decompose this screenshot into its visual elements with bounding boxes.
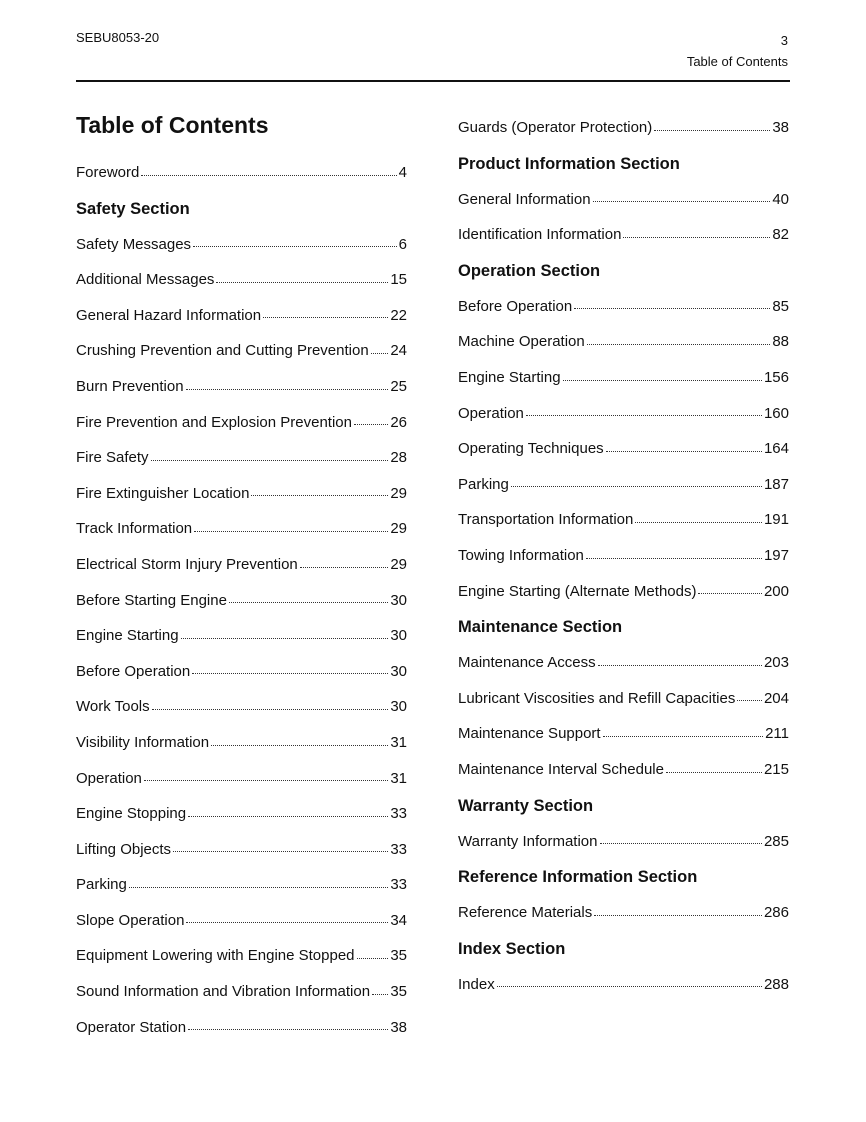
toc-section-heading: Maintenance Section xyxy=(458,618,623,637)
toc-entry[interactable] xyxy=(458,752,789,788)
dot-leader xyxy=(173,851,388,852)
toc-entry-page-number: 40 xyxy=(772,190,789,208)
toc-entry-page-number: 22 xyxy=(390,306,407,324)
toc-entry[interactable] xyxy=(76,618,407,654)
dot-leader xyxy=(623,237,770,238)
toc-entry-label: Fire Prevention and Explosion Prevention xyxy=(76,413,352,431)
page-title: Table of Contents xyxy=(76,112,269,138)
dot-leader xyxy=(216,282,388,283)
toc-entry[interactable] xyxy=(76,974,407,1010)
toc-entry-label: Guards (Operator Protection) xyxy=(458,119,653,136)
toc-entry[interactable] xyxy=(76,583,407,619)
toc-entry[interactable] xyxy=(458,110,789,146)
toc-entry[interactable] xyxy=(76,155,407,191)
toc-section-heading: Product Information Section xyxy=(458,154,680,173)
toc-entry-page-number: 29 xyxy=(390,555,407,573)
toc-entry-page-number: 187 xyxy=(763,475,789,493)
toc-entry-page-number: 28 xyxy=(390,449,407,467)
toc-entry-page-number: 26 xyxy=(390,413,407,431)
toc-entry[interactable] xyxy=(76,761,407,797)
toc-entry-label: Additional Messages xyxy=(76,271,215,289)
toc-entry-label: Engine Starting (Alternate Methods) xyxy=(458,582,697,600)
toc-entry-page-number: 197 xyxy=(763,546,789,564)
toc-entry-page-number: 29 xyxy=(390,520,407,538)
toc-entry[interactable] xyxy=(458,431,789,467)
toc-entry[interactable] xyxy=(76,511,407,547)
toc-entry[interactable] xyxy=(76,547,407,583)
dot-leader xyxy=(357,958,389,959)
toc-entry-label: Track Information xyxy=(76,520,193,538)
toc-right-column xyxy=(458,110,789,1002)
dot-leader xyxy=(229,602,388,603)
toc-entry-label: Transportation Information xyxy=(458,511,634,529)
toc-entry-page-number: 35 xyxy=(390,983,407,1001)
dot-leader xyxy=(129,887,388,888)
toc-entry[interactable] xyxy=(458,467,789,503)
dot-leader xyxy=(251,495,388,496)
toc-entry-label: Operating Techniques xyxy=(458,440,604,458)
toc-entry[interactable] xyxy=(458,396,789,432)
toc-entry[interactable] xyxy=(76,1010,407,1046)
toc-entry-page-number: 191 xyxy=(763,511,789,529)
toc-entry-page-number: 156 xyxy=(763,368,789,386)
toc-entry-page-number: 285 xyxy=(763,832,789,850)
dot-leader xyxy=(152,709,389,710)
toc-entry[interactable] xyxy=(458,289,789,325)
toc-entry-label: Before Operation xyxy=(76,662,191,680)
dot-leader xyxy=(698,593,762,594)
toc-left-column xyxy=(76,110,407,1045)
toc-entry-label: Burn Prevention xyxy=(76,377,184,395)
toc-entry-page-number: 30 xyxy=(390,627,407,645)
dot-leader xyxy=(181,638,389,639)
toc-entry-page-number: 38 xyxy=(772,119,789,136)
dot-leader xyxy=(594,915,762,916)
toc-entry-page-number: 160 xyxy=(763,404,789,422)
toc-entry-page-number: 215 xyxy=(763,760,789,778)
toc-entry[interactable] xyxy=(458,217,789,253)
toc-entry-label: General Hazard Information xyxy=(76,306,262,324)
dot-leader xyxy=(563,380,762,381)
toc-entry-page-number: 31 xyxy=(390,769,407,787)
header-rule xyxy=(76,80,790,82)
toc-entry[interactable] xyxy=(458,681,789,717)
toc-entry-label: Sound Information and Vibration Information xyxy=(76,983,371,1001)
toc-entry-page-number: 6 xyxy=(398,235,407,253)
toc-entry[interactable] xyxy=(458,502,789,538)
dot-leader xyxy=(654,130,770,131)
dot-leader xyxy=(188,816,388,817)
toc-entry-label: Maintenance Interval Schedule xyxy=(458,760,664,778)
toc-entry[interactable] xyxy=(76,227,407,263)
toc-entry-page-number: 200 xyxy=(763,582,789,600)
toc-entry-page-number: 164 xyxy=(763,440,789,458)
toc-entry[interactable] xyxy=(458,645,789,681)
toc-entry-label: Fire Extinguisher Location xyxy=(76,484,250,502)
running-header xyxy=(687,30,788,72)
toc-entry-page-number: 85 xyxy=(772,297,789,315)
toc-entry-label: Foreword xyxy=(76,164,140,181)
dot-leader xyxy=(593,201,771,202)
dot-leader xyxy=(188,1029,388,1030)
dot-leader xyxy=(371,353,389,354)
toc-section-heading: Reference Information Section xyxy=(458,868,698,887)
dot-leader xyxy=(300,567,389,568)
toc-entry-page-number: 30 xyxy=(390,591,407,609)
toc-entry-page-number: 38 xyxy=(390,1018,407,1036)
toc-entry-page-number: 33 xyxy=(390,840,407,858)
toc-entry-label: Operator Station xyxy=(76,1018,187,1036)
dot-leader xyxy=(194,531,388,532)
dot-leader xyxy=(598,665,762,666)
dot-leader xyxy=(574,308,770,309)
toc-left-list xyxy=(76,155,407,1045)
toc-entry[interactable] xyxy=(76,796,407,832)
toc-entry[interactable] xyxy=(458,538,789,574)
dot-leader xyxy=(193,246,397,247)
dot-leader xyxy=(526,415,762,416)
dot-leader xyxy=(511,486,762,487)
toc-entry[interactable] xyxy=(76,298,407,334)
toc-section-heading: Index Section xyxy=(458,939,566,958)
toc-section-heading: Operation Section xyxy=(458,261,601,280)
toc-entry[interactable] xyxy=(76,476,407,512)
toc-entry[interactable] xyxy=(458,360,789,396)
dot-leader xyxy=(151,460,389,461)
toc-entry-page-number: 4 xyxy=(398,164,407,181)
toc-entry-page-number: 25 xyxy=(390,377,407,395)
dot-leader xyxy=(497,986,762,987)
toc-entry-label: Reference Materials xyxy=(458,904,593,922)
toc-entry-label: Lubricant Viscosities and Refill Capacities xyxy=(458,689,736,707)
toc-entry-label: Fire Safety xyxy=(76,449,149,467)
dot-leader xyxy=(600,843,762,844)
dot-leader xyxy=(354,424,388,425)
toc-entry-page-number: 203 xyxy=(763,654,789,672)
toc-entry[interactable] xyxy=(76,689,407,725)
toc-entry[interactable] xyxy=(76,262,407,298)
dot-leader xyxy=(587,344,771,345)
toc-section-heading: Safety Section xyxy=(76,199,190,218)
toc-entry-label: Operation xyxy=(458,404,524,422)
toc-entry-label: Visibility Information xyxy=(76,733,210,751)
toc-entry-page-number: 88 xyxy=(772,333,789,351)
dot-leader xyxy=(603,736,763,737)
toc-entry-label: Maintenance Access xyxy=(458,654,596,672)
dot-leader xyxy=(192,673,388,674)
dot-leader xyxy=(586,558,762,559)
toc-entry-label: Warranty Information xyxy=(458,832,598,850)
toc-entry-label: Safety Messages xyxy=(76,235,192,253)
toc-entry-label: Towing Information xyxy=(458,546,584,564)
toc-entry-page-number: 15 xyxy=(390,271,407,289)
toc-entry-page-number: 33 xyxy=(390,876,407,894)
toc-entry-label: Engine Starting xyxy=(458,368,561,386)
toc-entry-label: Parking xyxy=(458,475,509,493)
toc-entry-page-number: 24 xyxy=(390,342,407,360)
dot-leader xyxy=(606,451,762,452)
toc-entry-label: Electrical Storm Injury Prevention xyxy=(76,555,298,573)
toc-entry[interactable] xyxy=(458,182,789,218)
toc-entry[interactable] xyxy=(76,654,407,690)
dot-leader xyxy=(372,994,388,995)
toc-entry-label: Machine Operation xyxy=(458,333,585,351)
toc-entry[interactable] xyxy=(76,832,407,868)
toc-right-list xyxy=(458,110,789,1002)
dot-leader xyxy=(666,772,762,773)
toc-entry-page-number: 82 xyxy=(772,226,789,244)
toc-entry-label: Identification Information xyxy=(458,226,622,244)
toc-entry[interactable] xyxy=(76,725,407,761)
toc-entry-label: Slope Operation xyxy=(76,911,185,929)
dot-leader xyxy=(141,175,396,176)
dot-leader xyxy=(186,922,388,923)
toc-entry-label: Operation xyxy=(76,769,142,787)
toc-entry-page-number: 288 xyxy=(763,975,789,993)
toc-entry-label: Equipment Lowering with Engine Stopped xyxy=(76,947,355,965)
dot-leader xyxy=(211,745,388,746)
toc-entry-page-number: 31 xyxy=(390,733,407,751)
toc-entry-page-number: 29 xyxy=(390,484,407,502)
toc-entry[interactable] xyxy=(458,324,789,360)
toc-section-heading: Warranty Section xyxy=(458,796,594,815)
toc-entry[interactable] xyxy=(76,440,407,476)
toc-entry[interactable] xyxy=(458,967,789,1003)
toc-entry-page-number: 204 xyxy=(763,689,789,707)
toc-entry-label: Maintenance Support xyxy=(458,725,601,743)
toc-entry-label: Lifting Objects xyxy=(76,840,172,858)
toc-entry[interactable] xyxy=(76,405,407,441)
document-code: SEBU8053-20 xyxy=(76,30,160,45)
toc-entry[interactable] xyxy=(76,867,407,903)
toc-entry[interactable] xyxy=(458,895,789,931)
toc-entry-page-number: 286 xyxy=(763,904,789,922)
toc-entry-label: Parking xyxy=(76,876,127,894)
toc-entry-label: Crushing Prevention and Cutting Prevention xyxy=(76,342,369,360)
toc-entry-page-number: 35 xyxy=(390,947,407,965)
toc-entry-label: General Information xyxy=(458,190,591,208)
dot-leader xyxy=(144,780,388,781)
dot-leader xyxy=(186,389,389,390)
toc-entry-label: Work Tools xyxy=(76,698,150,716)
toc-entry[interactable] xyxy=(458,716,789,752)
toc-entry-page-number: 211 xyxy=(765,725,789,743)
dot-leader xyxy=(263,317,388,318)
toc-entry-label: Before Operation xyxy=(458,297,573,315)
toc-entry-page-number: 30 xyxy=(390,698,407,716)
toc-entry-page-number: 30 xyxy=(390,662,407,680)
toc-entry[interactable] xyxy=(458,824,789,860)
dot-leader xyxy=(635,522,762,523)
dot-leader xyxy=(737,700,762,701)
toc-entry-label: Engine Stopping xyxy=(76,805,187,823)
toc-entry-label: Before Starting Engine xyxy=(76,591,227,609)
toc-entry[interactable] xyxy=(76,369,407,405)
toc-entry[interactable] xyxy=(76,333,407,369)
toc-entry-label: Engine Starting xyxy=(76,627,179,645)
toc-entry[interactable] xyxy=(76,903,407,939)
running-header-title: Table of Contents xyxy=(686,54,788,69)
page-number: 3 xyxy=(780,33,788,48)
toc-entry-page-number: 34 xyxy=(390,911,407,929)
toc-entry-page-number: 33 xyxy=(390,805,407,823)
toc-entry[interactable] xyxy=(458,574,789,610)
toc-entry-label: Index xyxy=(458,975,495,993)
toc-entry[interactable] xyxy=(76,938,407,974)
